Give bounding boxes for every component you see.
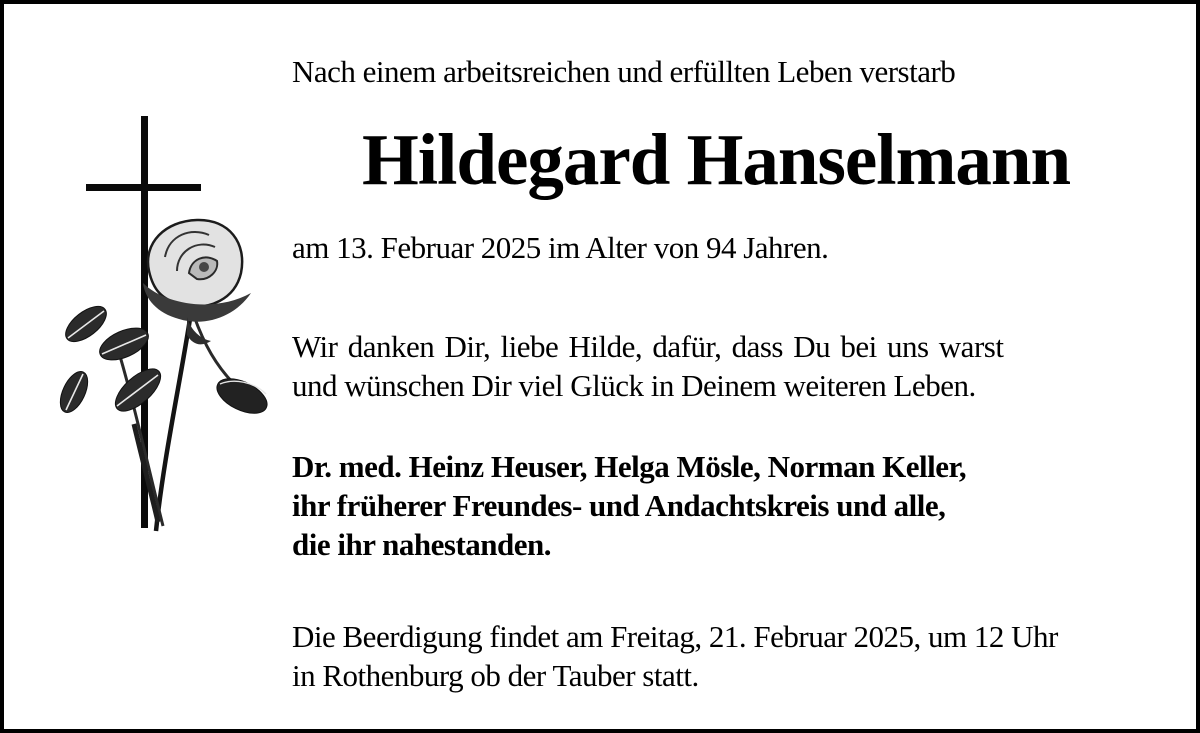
thanks-line: und wünschen Dir viel Glück in Deinem weiteren Leben.: [292, 368, 976, 403]
mourners-line: Dr. med. Heinz Heuser, Helga Mösle, Norman Keller,: [292, 449, 967, 484]
cross-with-rose-illustration: [44, 94, 284, 554]
funeral-line: Die Beerdigung findet am Freitag, 21. Februar 2025, um 12 Uhr: [292, 619, 1058, 654]
mourners-line: ihr früherer Freundes- und Andachtskreis und alle,: [292, 488, 946, 523]
intro-line: Nach einem arbeitsreichen und erfüllten Leben verstarb: [292, 54, 956, 89]
funeral-line: in Rothenburg ob der Tauber statt.: [292, 658, 699, 693]
thanks-paragraph: [292, 327, 1003, 405]
death-date-line: am 13. Februar 2025 im Alter von 94 Jahren.: [292, 230, 829, 265]
rose-icon: [55, 220, 273, 531]
deceased-name: Hildegard Hanselmann: [362, 119, 1071, 200]
mourners-line: die ihr nahestanden.: [292, 527, 552, 562]
thanks-line: Wir danken Dir, liebe Hilde, dafür, dass Du bei uns warst: [292, 329, 1004, 364]
funeral-paragraph: [292, 617, 1058, 695]
cross-with-rose-svg: [44, 94, 284, 554]
mourners-paragraph: [292, 447, 966, 564]
